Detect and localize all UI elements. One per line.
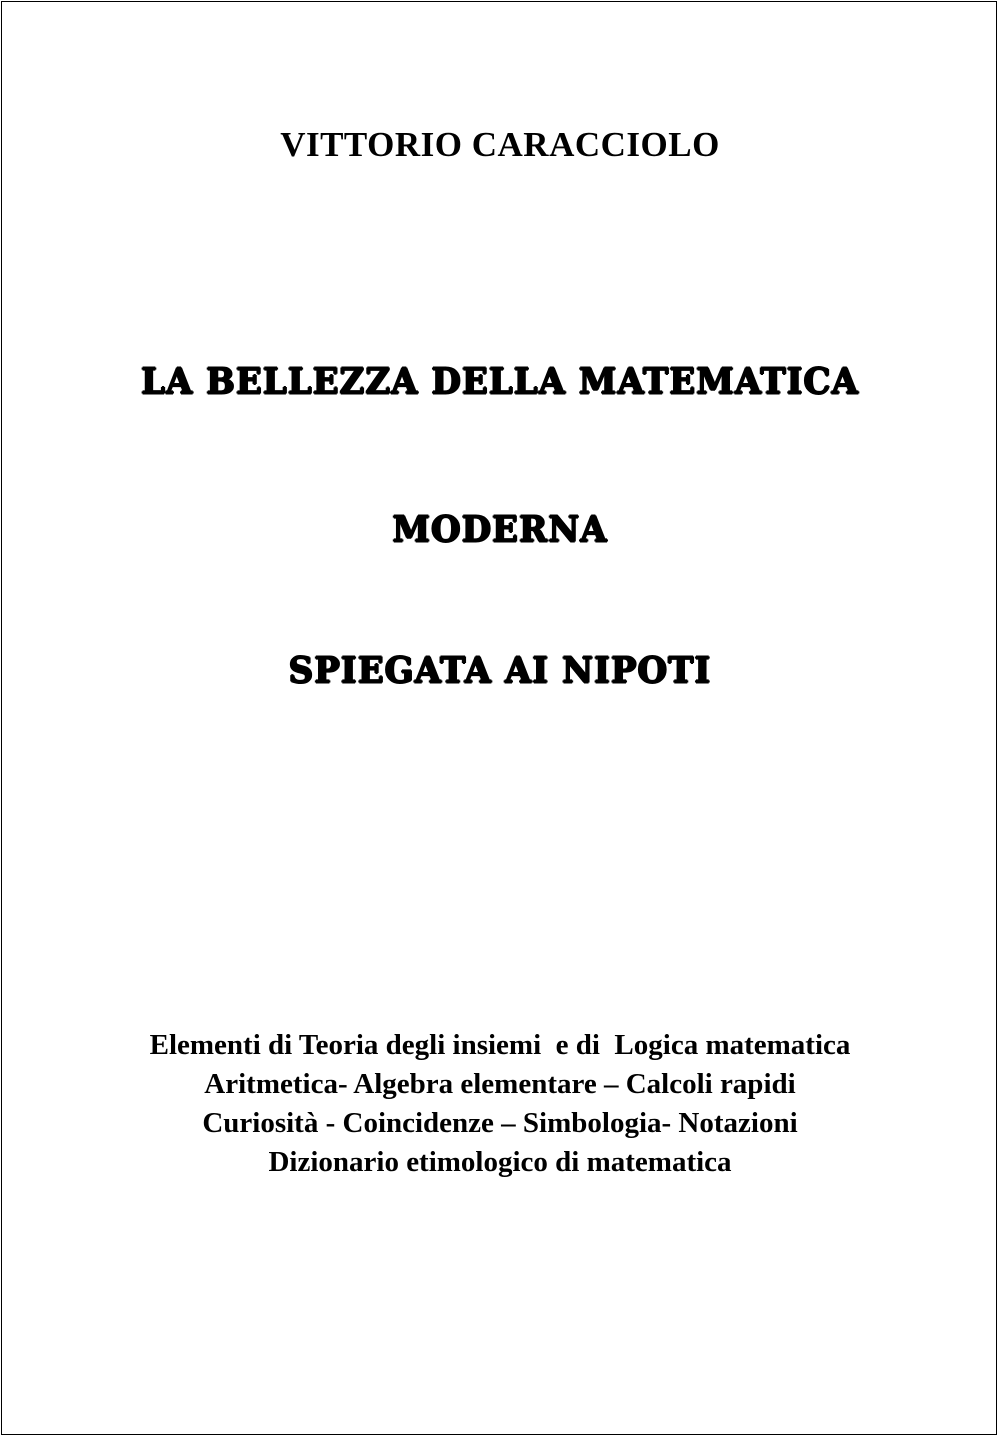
book-title-line-1: LA BELLEZZA DELLA MATEMATICA [141, 361, 859, 403]
subject-line: Dizionario etimologico di matematica [268, 1146, 732, 1178]
author-name: VITTORIO CARACCIOLO [280, 125, 720, 164]
subjects-list [0, 1026, 1000, 1182]
subject-line: Aritmetica- Algebra elementare – Calcoli rapidi [204, 1068, 796, 1100]
page-border [1, 1, 997, 1435]
subject-line: Elementi di Teoria degli insiemi e di Logica matematica [149, 1029, 851, 1061]
book-title-line-2: MODERNA [392, 509, 608, 551]
book-title-line-3: SPIEGATA AI NIPOTI [288, 650, 712, 692]
subject-line: Curiosità - Coincidenze – Simbologia- Notazioni [202, 1107, 798, 1139]
